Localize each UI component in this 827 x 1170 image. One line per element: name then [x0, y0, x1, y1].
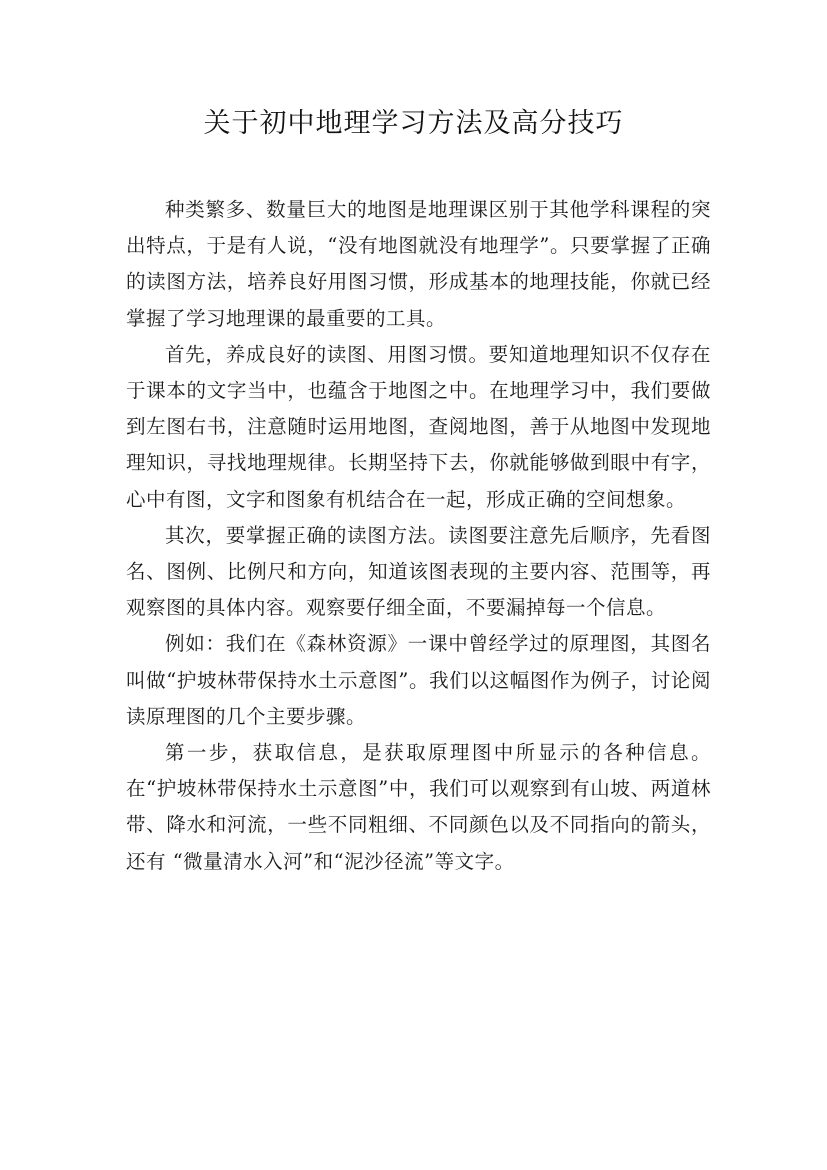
- paragraph: 其次，要掌握正确的读图方法。读图要注意先后顺序，先看图名、图例、比例尺和方向，知道该图表现的主要内容、范围等，再观察图的具体内容。观察要仔细全面，不要漏掉每一个信息。: [126, 523, 711, 620]
- paragraph: 种类繁多、数量巨大的地图是地理课区别于其他学科课程的突出特点，于是有人说，“没有地图就没有地理学”。只要掌握了正确的读图方法，培养良好用图习惯，形成基本的地理技能，你就已经掌握了学习地理课的最重要的工具。: [126, 198, 711, 330]
- paragraph: 例如：我们在《森林资源》一课中曾经学过的原理图，其图名叫做“护坡林带保持水土示意图”。我们以这幅图作为例子，讨论阅读原理图的几个主要步骤。: [126, 632, 711, 728]
- document-body: [126, 192, 711, 880]
- document-title: 关于初中地理学习方法及高分技巧: [203, 108, 624, 139]
- paragraph: 第一步，获取信息，是获取原理图中所显示的各种信息。在“护坡林带保持水土示意图”中，我们可以观察到有山坡、两道林带、降水和河流，一些不同粗细、不同颜色以及不同指向的箭头，还有 “微量清水入河”和“泥沙径流”等文字。: [126, 741, 711, 873]
- paragraph: 首先，养成良好的读图、用图习惯。要知道地理知识不仅存在于课本的文字当中，也蕴含于地图之中。在地理学习中，我们要做到左图右书，注意随时运用地图，查阅地图，善于从地图中发现地理知识，寻找地理规律。长期坚持下去，你就能够做到眼中有字，心中有图，文字和图象有机结合在一起，形成正确的空间想象。: [126, 342, 711, 511]
